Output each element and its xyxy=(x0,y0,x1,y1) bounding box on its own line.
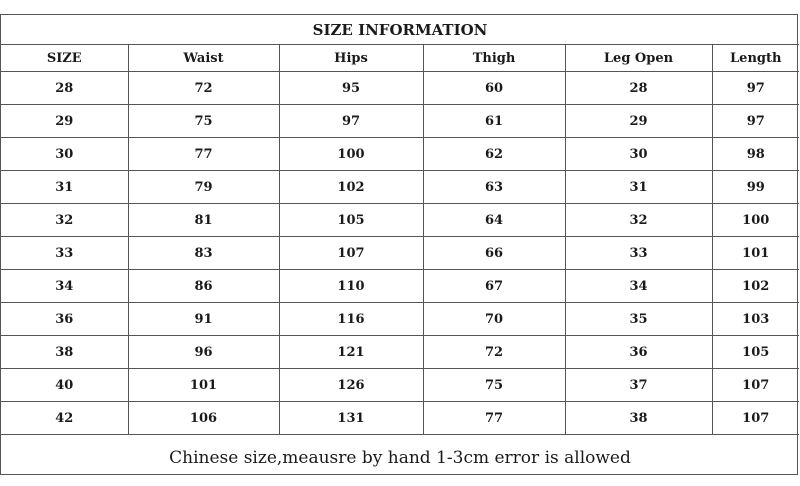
measurement-note: Chinese size,meausre by hand 1-3cm error is allowed xyxy=(1,435,799,481)
cell-waist: 83 xyxy=(128,237,279,270)
cell-hips: 97 xyxy=(279,105,423,138)
size-table xyxy=(1,15,799,480)
table-title: SIZE INFORMATION xyxy=(1,15,799,45)
table-row xyxy=(1,336,799,369)
cell-thigh: 75 xyxy=(423,369,565,402)
cell-hips: 102 xyxy=(279,171,423,204)
cell-thigh: 67 xyxy=(423,270,565,303)
cell-waist: 79 xyxy=(128,171,279,204)
cell-size: 42 xyxy=(1,402,128,435)
cell-length: 102 xyxy=(712,270,799,303)
column-header-waist: Waist xyxy=(128,45,279,72)
note-row xyxy=(1,435,799,481)
cell-length: 103 xyxy=(712,303,799,336)
cell-leg-open: 28 xyxy=(565,72,712,105)
cell-length: 105 xyxy=(712,336,799,369)
cell-leg-open: 32 xyxy=(565,204,712,237)
cell-length: 97 xyxy=(712,72,799,105)
cell-size: 31 xyxy=(1,171,128,204)
cell-leg-open: 29 xyxy=(565,105,712,138)
cell-thigh: 77 xyxy=(423,402,565,435)
cell-hips: 131 xyxy=(279,402,423,435)
cell-hips: 95 xyxy=(279,72,423,105)
cell-thigh: 62 xyxy=(423,138,565,171)
column-header-hips: Hips xyxy=(279,45,423,72)
cell-size: 40 xyxy=(1,369,128,402)
column-header-leg-open: Leg Open xyxy=(565,45,712,72)
cell-size: 28 xyxy=(1,72,128,105)
cell-waist: 75 xyxy=(128,105,279,138)
cell-thigh: 61 xyxy=(423,105,565,138)
cell-thigh: 60 xyxy=(423,72,565,105)
table-row xyxy=(1,402,799,435)
cell-leg-open: 30 xyxy=(565,138,712,171)
table-row xyxy=(1,270,799,303)
cell-size: 33 xyxy=(1,237,128,270)
cell-length: 107 xyxy=(712,402,799,435)
table-row xyxy=(1,369,799,402)
cell-size: 29 xyxy=(1,105,128,138)
table-row xyxy=(1,138,799,171)
cell-leg-open: 37 xyxy=(565,369,712,402)
table-row xyxy=(1,72,799,105)
cell-waist: 101 xyxy=(128,369,279,402)
cell-length: 100 xyxy=(712,204,799,237)
cell-thigh: 63 xyxy=(423,171,565,204)
cell-hips: 126 xyxy=(279,369,423,402)
cell-length: 98 xyxy=(712,138,799,171)
cell-hips: 121 xyxy=(279,336,423,369)
column-header-length: Length xyxy=(712,45,799,72)
table-row xyxy=(1,105,799,138)
cell-leg-open: 38 xyxy=(565,402,712,435)
cell-thigh: 66 xyxy=(423,237,565,270)
cell-waist: 106 xyxy=(128,402,279,435)
cell-leg-open: 35 xyxy=(565,303,712,336)
table-row xyxy=(1,171,799,204)
cell-leg-open: 34 xyxy=(565,270,712,303)
cell-waist: 72 xyxy=(128,72,279,105)
cell-hips: 100 xyxy=(279,138,423,171)
cell-waist: 81 xyxy=(128,204,279,237)
column-header-thigh: Thigh xyxy=(423,45,565,72)
cell-size: 34 xyxy=(1,270,128,303)
table-row xyxy=(1,303,799,336)
cell-hips: 116 xyxy=(279,303,423,336)
column-header-size: SIZE xyxy=(1,45,128,72)
cell-length: 101 xyxy=(712,237,799,270)
header-row xyxy=(1,45,799,72)
cell-leg-open: 33 xyxy=(565,237,712,270)
cell-hips: 107 xyxy=(279,237,423,270)
cell-length: 99 xyxy=(712,171,799,204)
size-chart xyxy=(0,14,798,475)
cell-hips: 105 xyxy=(279,204,423,237)
cell-size: 30 xyxy=(1,138,128,171)
cell-leg-open: 31 xyxy=(565,171,712,204)
table-row xyxy=(1,237,799,270)
cell-hips: 110 xyxy=(279,270,423,303)
table-row xyxy=(1,204,799,237)
cell-thigh: 70 xyxy=(423,303,565,336)
cell-size: 36 xyxy=(1,303,128,336)
cell-leg-open: 36 xyxy=(565,336,712,369)
cell-size: 32 xyxy=(1,204,128,237)
cell-waist: 86 xyxy=(128,270,279,303)
cell-length: 107 xyxy=(712,369,799,402)
cell-length: 97 xyxy=(712,105,799,138)
cell-thigh: 64 xyxy=(423,204,565,237)
cell-waist: 91 xyxy=(128,303,279,336)
cell-thigh: 72 xyxy=(423,336,565,369)
cell-size: 38 xyxy=(1,336,128,369)
cell-waist: 77 xyxy=(128,138,279,171)
cell-waist: 96 xyxy=(128,336,279,369)
